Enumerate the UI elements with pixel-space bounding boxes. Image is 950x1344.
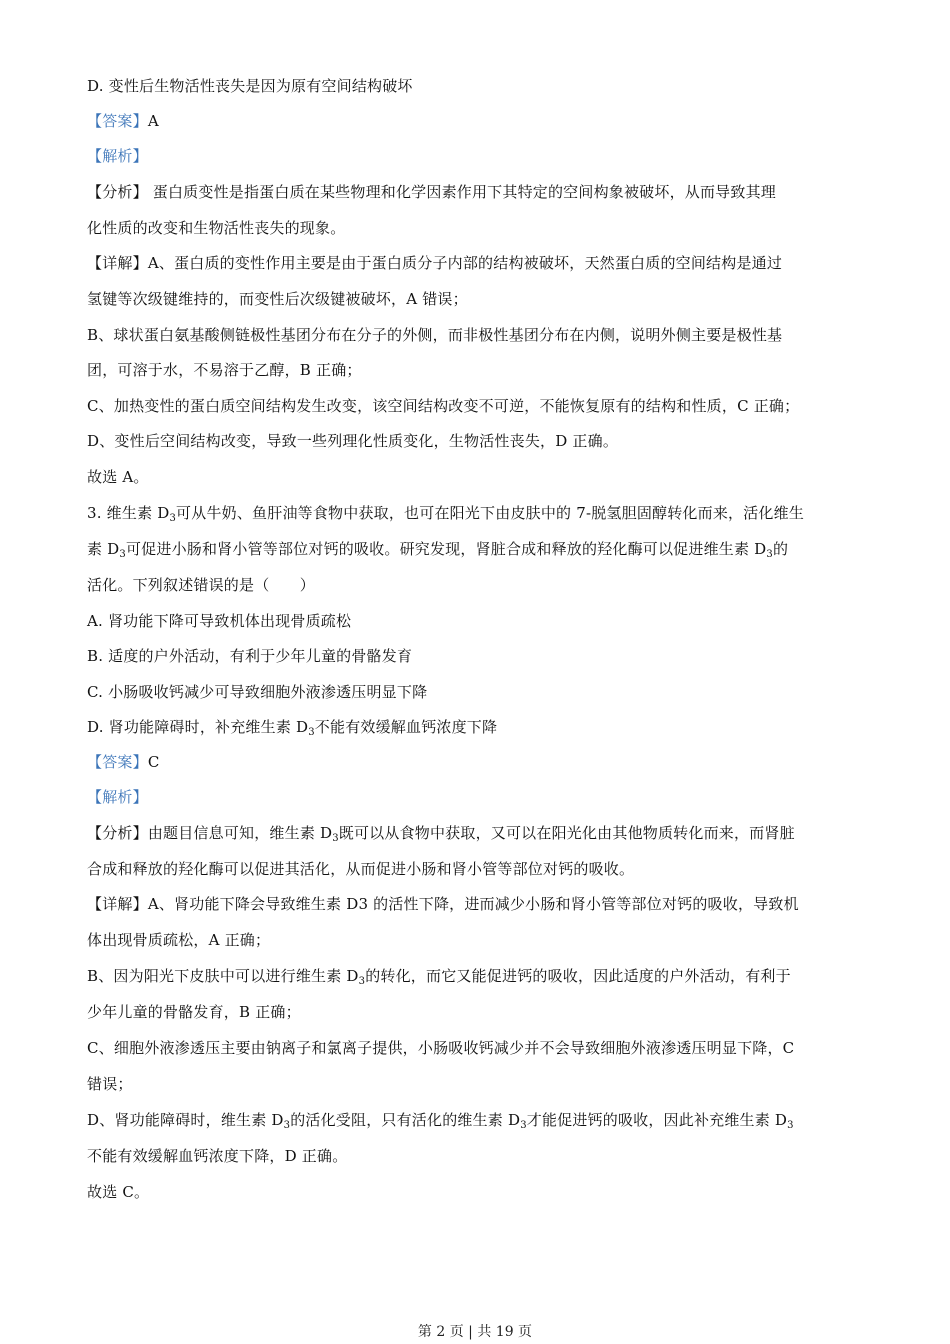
xiangjie-text: B、因为阳光下皮肤中可以进行维生素 D	[87, 967, 359, 985]
option-text: 不能有效缓解血钙浓度下降	[314, 718, 498, 736]
q2-fenxi-line1	[87, 182, 867, 202]
xiangjie-text: 体出现骨质疏松，A 正确；	[87, 931, 271, 949]
option-text: C. 小肠吸收钙减少可导致细胞外液渗透压明显下降	[87, 683, 428, 701]
subscript: 3	[283, 1120, 291, 1131]
stem-text: 可从牛奶、鱼肝油等食物中获取，也可在阳光下由皮肤中的 7-脱氢胆固醇转化而来，活化维生	[176, 504, 805, 522]
xiangjie-text: 少年儿童的骨骼发育，B 正确；	[87, 1003, 301, 1021]
q3-xiangjie-c-line1	[87, 1038, 867, 1058]
q3-xiangjie-d-line1	[87, 1110, 867, 1130]
q3-answer	[87, 752, 867, 772]
xiangjie-text: C、加热变性的蛋白质空间结构发生改变，该空间结构改变不可逆，不能恢复原有的结构和性质，C 正确；	[87, 397, 800, 415]
q3-conclusion	[87, 1182, 867, 1202]
xiangjie-text: D、变性后空间结构改变，导致一些列理化性质变化，生物活性丧失，D 正确。	[87, 432, 619, 450]
fenxi-label: 【分析】	[87, 183, 148, 201]
conclusion-text: 故选 C。	[87, 1183, 150, 1201]
q3-stem-line1	[87, 503, 867, 523]
option-text: D. 肾功能障碍时，补充维生素 D	[87, 718, 309, 736]
answer-label: 【答案】	[87, 753, 148, 771]
stem-text: 的	[772, 540, 789, 558]
xiangjie-label: 【详解】	[87, 895, 148, 913]
xiangjie-text: 才能促进钙的吸收，因此补充维生素 D	[526, 1111, 788, 1129]
fenxi-label: 【分析】	[87, 824, 148, 842]
conclusion-text: 故选 A。	[87, 468, 149, 486]
answer-value: A	[147, 112, 159, 130]
answer-value: C	[147, 753, 160, 771]
option-text: B. 适度的户外活动，有利于少年儿童的骨骼发育	[87, 647, 413, 665]
xiangjie-text: 的转化，而它又能促进钙的吸收，因此适度的户外活动，有利于	[365, 967, 791, 985]
q3-fenxi-line1	[87, 823, 867, 843]
subscript: 3	[766, 549, 773, 560]
fenxi-text: 由题目信息可知，维生素 D	[147, 824, 333, 842]
q2-option-d-text: D. 变性后生物活性丧失是因为原有空间结构破坏	[87, 77, 413, 95]
q3-fenxi-line2	[87, 859, 867, 879]
xiangjie-text: 氢键等次级键维持的，而变性后次级键被破坏，A 错误；	[87, 290, 468, 308]
q3-stem-line2	[87, 539, 867, 559]
subscript: 3	[520, 1120, 527, 1131]
subscript: 3	[119, 549, 126, 560]
xiangjie-text: A、肾功能下降会导致维生素 D3 的活性下降，进而减少小肠和肾小管等部位对钙的吸收，导致机	[147, 895, 799, 913]
subscript: 3	[308, 727, 315, 738]
subscript: 3	[358, 976, 366, 987]
xiangjie-label: 【详解】	[87, 254, 148, 272]
stem-text: 活化。下列叙述错误的是（ ）	[87, 576, 316, 594]
q2-xiangjie-b-line1	[87, 325, 867, 345]
q3-xiangjie-b-line2	[87, 1002, 867, 1022]
q2-answer	[87, 111, 867, 131]
stem-text: 素 D	[87, 540, 120, 558]
fenxi-text: 既可以从食物中获取，又可以在阳光化由其他物质转化而来，而肾脏	[338, 824, 795, 842]
subscript: 3	[787, 1120, 794, 1131]
q2-xiangjie-c	[87, 396, 867, 416]
xiangjie-text: A、蛋白质的变性作用主要是由于蛋白质分子内部的结构被破坏，天然蛋白质的空间结构是通过	[147, 254, 783, 272]
subscript: 3	[332, 833, 339, 844]
xiangjie-text: 错误；	[87, 1075, 133, 1093]
xiangjie-text: 的活化受阻，只有活化的维生素 D	[290, 1111, 521, 1129]
q3-stem-line3	[87, 575, 867, 595]
xiangjie-text: 不能有效缓解血钙浓度下降，D 正确。	[87, 1147, 348, 1165]
q3-xiangjie-a-line1	[87, 894, 867, 914]
xiangjie-text: B、球状蛋白氨基酸侧链极性基团分布在分子的外侧，而非极性基团分布在内侧，说明外侧主要是极性基	[87, 326, 783, 344]
q3-option-d	[87, 717, 867, 737]
q2-xiangjie-b-line2	[87, 360, 867, 380]
q2-fenxi-line2	[87, 218, 867, 238]
q2-xiangjie-d	[87, 431, 867, 451]
stem-text: 3. 维生素 D	[87, 504, 170, 522]
option-text: A. 肾功能下降可导致机体出现骨质疏松	[87, 612, 352, 630]
xiangjie-text: C、细胞外液渗透压主要由钠离子和氯离子提供，小肠吸收钙减少并不会导致细胞外液渗透压明显下降，C	[87, 1039, 795, 1057]
q2-xiangjie-a-line1	[87, 253, 867, 273]
q3-option-c	[87, 682, 867, 702]
q3-analysis-heading	[87, 787, 867, 807]
q3-xiangjie-c-line2	[87, 1074, 867, 1094]
stem-text: 可促进小肠和肾小管等部位对钙的吸收。研究发现，肾脏合成和释放的羟化酶可以促进维生素 D	[125, 540, 767, 558]
fenxi-text: 化性质的改变和生物活性丧失的现象。	[87, 219, 346, 237]
q2-xiangjie-a-line2	[87, 289, 867, 309]
page-number: 第 2 页 | 共 19 页	[417, 1324, 533, 1340]
q3-xiangjie-b-line1	[87, 966, 867, 986]
analysis-label: 【解析】	[87, 147, 148, 165]
q2-conclusion	[87, 467, 867, 487]
q3-xiangjie-a-line2	[87, 930, 867, 950]
q3-xiangjie-d-line2	[87, 1146, 867, 1166]
q2-analysis-heading	[87, 146, 867, 166]
analysis-label: 【解析】	[87, 788, 148, 806]
fenxi-text: 合成和释放的羟化酶可以促进其活化，从而促进小肠和肾小管等部位对钙的吸收。	[87, 860, 635, 878]
page-footer	[0, 1323, 950, 1341]
q2-option-d	[87, 76, 867, 96]
q3-option-b	[87, 646, 867, 666]
xiangjie-text: D、肾功能障碍时，维生素 D	[87, 1111, 284, 1129]
fenxi-text: 蛋白质变性是指蛋白质在某些物理和化学因素作用下其特定的空间构象被破坏，从而导致其理	[147, 183, 776, 201]
subscript: 3	[169, 513, 177, 524]
answer-label: 【答案】	[87, 112, 148, 130]
q3-option-a	[87, 611, 867, 631]
xiangjie-text: 团，可溶于水，不易溶于乙醇，B 正确；	[87, 361, 362, 379]
